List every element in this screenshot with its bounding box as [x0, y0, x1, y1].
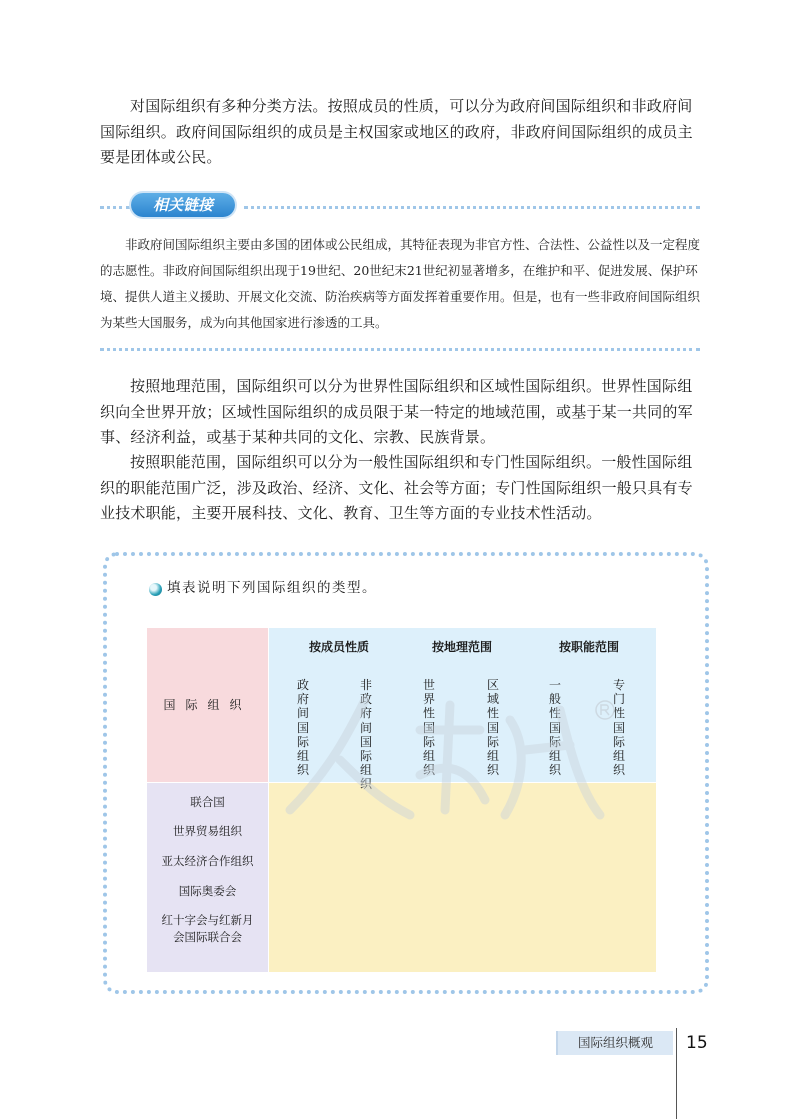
footer-section-title: 国际组织概观 — [556, 1031, 673, 1055]
column-header-global: 世界性国际组织 — [422, 678, 435, 778]
column-header-specialized: 专门性国际组织 — [612, 678, 625, 778]
row-label-ifrc: 红十字会与红新月会国际联合会 — [161, 913, 254, 944]
row-label-ioc: 国际奥委会 — [178, 884, 237, 898]
table-answer-area[interactable] — [269, 783, 656, 972]
intro-paragraph: 对国际组织有多种分类方法。按照成员的性质，可以分为政府间国际组织和非政府间国际组织。政府间国际组织的成员是主权国家或地区的政府，非政府间国际组织的成员主要是团体或公民。 — [100, 97, 693, 166]
row-label-apec: 亚太经济合作组织 — [161, 854, 254, 868]
func-paragraph: 按照职能范围，国际组织可以分为一般性国际组织和专门性国际组织。一般性国际组织的职能范围广泛，涉及政治、经济、文化、社会等方面；专门性国际组织一般只具有专业技术职能，主要开展科技、文化、教育、卫生等方面的专业技术性活动。 — [100, 453, 693, 522]
column-header-intergovernmental: 政府间国际组织 — [296, 678, 309, 778]
activity-bullet-icon — [149, 583, 162, 596]
footer-divider — [676, 1028, 677, 1119]
column-header-regional: 区域性国际组织 — [486, 678, 499, 778]
activity-title: 填表说明下列国际组织的类型。 — [167, 580, 377, 596]
column-header-general: 一般性国际组织 — [548, 678, 561, 778]
geo-paragraph: 按照地理范围，国际组织可以分为世界性国际组织和区域性国际组织。世界性国际组织向全世界开放；区域性国际组织的成员限于某一特定的地域范围，或基于某一共同的军事、经济利益，或基于某种共同的文化、宗教、民族背景。 — [100, 377, 693, 446]
row-label-un: 联合国 — [190, 795, 225, 809]
group-header-membership: 按成员性质 — [308, 640, 369, 654]
related-link-text: 非政府间国际组织主要由多国的团体或公民组成，其特征表现为非官方性、合法性、公益性以及一定程度的志愿性。非政府间国际组织出现于19世纪、20世纪末21世纪初显著增多，在维护和平、促进发展、保护环境、提供人道主义援助、开展文化交流、防治疾病等方面发挥着重要作用。但是，也有一些非政府间国际组织为某些大国服务，成为向其他国家进行渗透的工具。 — [100, 237, 701, 330]
link-dotted-rule-right — [244, 206, 700, 209]
page-number: 15 — [686, 1033, 708, 1053]
group-header-function: 按职能范围 — [558, 640, 619, 654]
table-corner-label: 国际组织 — [163, 698, 252, 712]
related-link-tag: 相关链接 — [131, 193, 235, 217]
row-label-wto: 世界贸易组织 — [173, 824, 242, 838]
group-header-geography: 按地理范围 — [431, 640, 492, 654]
classification-table — [147, 628, 656, 972]
link-dotted-rule-left — [100, 206, 130, 209]
link-dotted-rule-bottom — [100, 348, 700, 351]
column-header-nongovernmental: 非政府间国际组织 — [359, 678, 372, 792]
